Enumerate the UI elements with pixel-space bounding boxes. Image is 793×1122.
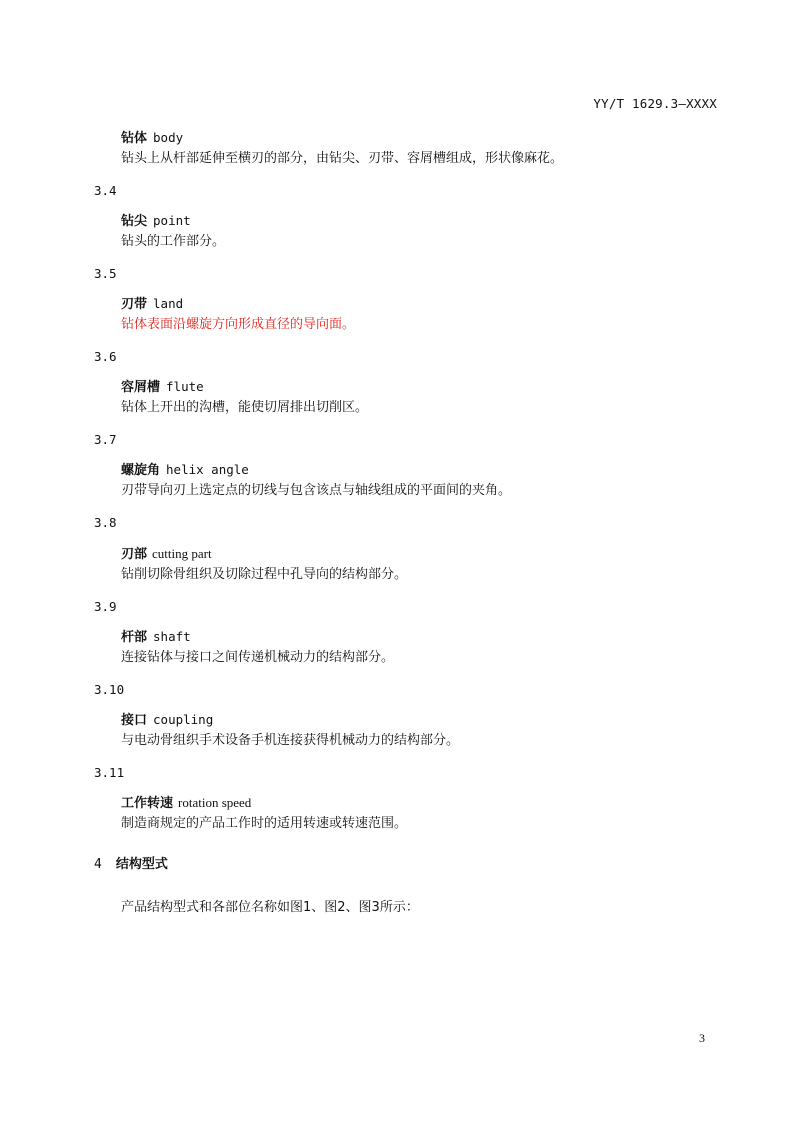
term-zh: 接口	[121, 713, 148, 728]
section-number: 4	[94, 857, 102, 872]
term-shaft	[121, 628, 191, 647]
term-en: flute	[166, 379, 204, 394]
term-land	[121, 295, 183, 314]
term-zh: 刃部	[121, 547, 148, 562]
clause-number: 3.6	[94, 349, 117, 364]
clause-number: 3.7	[94, 432, 117, 447]
term-coupling	[121, 711, 213, 730]
definition-land: 钻体表面沿螺旋方向形成直径的导向面。	[121, 317, 356, 332]
term-en: land	[153, 296, 184, 311]
definition-body: 钻头上从杆部延伸至横刃的部分，由钻尖、刃带、容屑槽组成，形状像麻花。	[121, 151, 564, 166]
term-body	[121, 129, 183, 148]
term-en: cutting part	[152, 546, 212, 561]
clause-number: 3.10	[94, 682, 125, 697]
section-paragraph: 产品结构型式和各部位名称如图1、图2、图3所示：	[121, 900, 419, 915]
term-en: coupling	[153, 712, 214, 727]
definition-helix-angle: 刃带导向刃上选定点的切线与包含该点与轴线组成的平面间的夹角。	[121, 483, 512, 498]
term-en: shaft	[153, 629, 191, 644]
term-en: rotation speed	[178, 795, 252, 810]
term-zh: 钻尖	[121, 214, 148, 229]
clause-number: 3.8	[94, 515, 117, 530]
definition-rotation-speed: 制造商规定的产品工作时的适用转速或转速范围。	[121, 816, 408, 831]
page-number: 3	[699, 1031, 705, 1045]
term-zh: 刃带	[121, 297, 148, 312]
definition-coupling: 与电动骨组织手术设备手机连接获得机械动力的结构部分。	[121, 733, 460, 748]
definition-flute: 钻体上开出的沟槽，能使切屑排出切削区。	[121, 400, 369, 415]
clause-number: 3.5	[94, 266, 117, 281]
section-title: 结构型式	[115, 857, 168, 872]
term-rotation-speed	[121, 794, 251, 813]
term-en: helix angle	[166, 462, 249, 477]
term-en: body	[153, 130, 184, 145]
term-cutting-part	[121, 545, 212, 564]
term-zh: 钻体	[121, 131, 148, 146]
definition-shaft: 连接钻体与接口之间传递机械动力的结构部分。	[121, 650, 395, 665]
term-zh: 螺旋角	[121, 463, 161, 478]
term-zh: 工作转速	[121, 796, 174, 811]
term-helix-angle	[121, 461, 249, 480]
term-zh: 容屑槽	[121, 380, 161, 395]
section-heading	[94, 856, 168, 874]
document-code: YY/T 1629.3—XXXX	[593, 96, 717, 111]
clause-number: 3.4	[94, 183, 117, 198]
term-point	[121, 212, 191, 231]
term-flute	[121, 378, 204, 397]
term-zh: 杆部	[121, 630, 148, 645]
clause-number: 3.9	[94, 599, 117, 614]
clause-number: 3.11	[94, 765, 125, 780]
definition-point: 钻头的工作部分。	[121, 234, 226, 249]
term-en: point	[153, 213, 191, 228]
definition-cutting-part: 钻削切除骨组织及切除过程中孔导向的结构部分。	[121, 567, 408, 582]
